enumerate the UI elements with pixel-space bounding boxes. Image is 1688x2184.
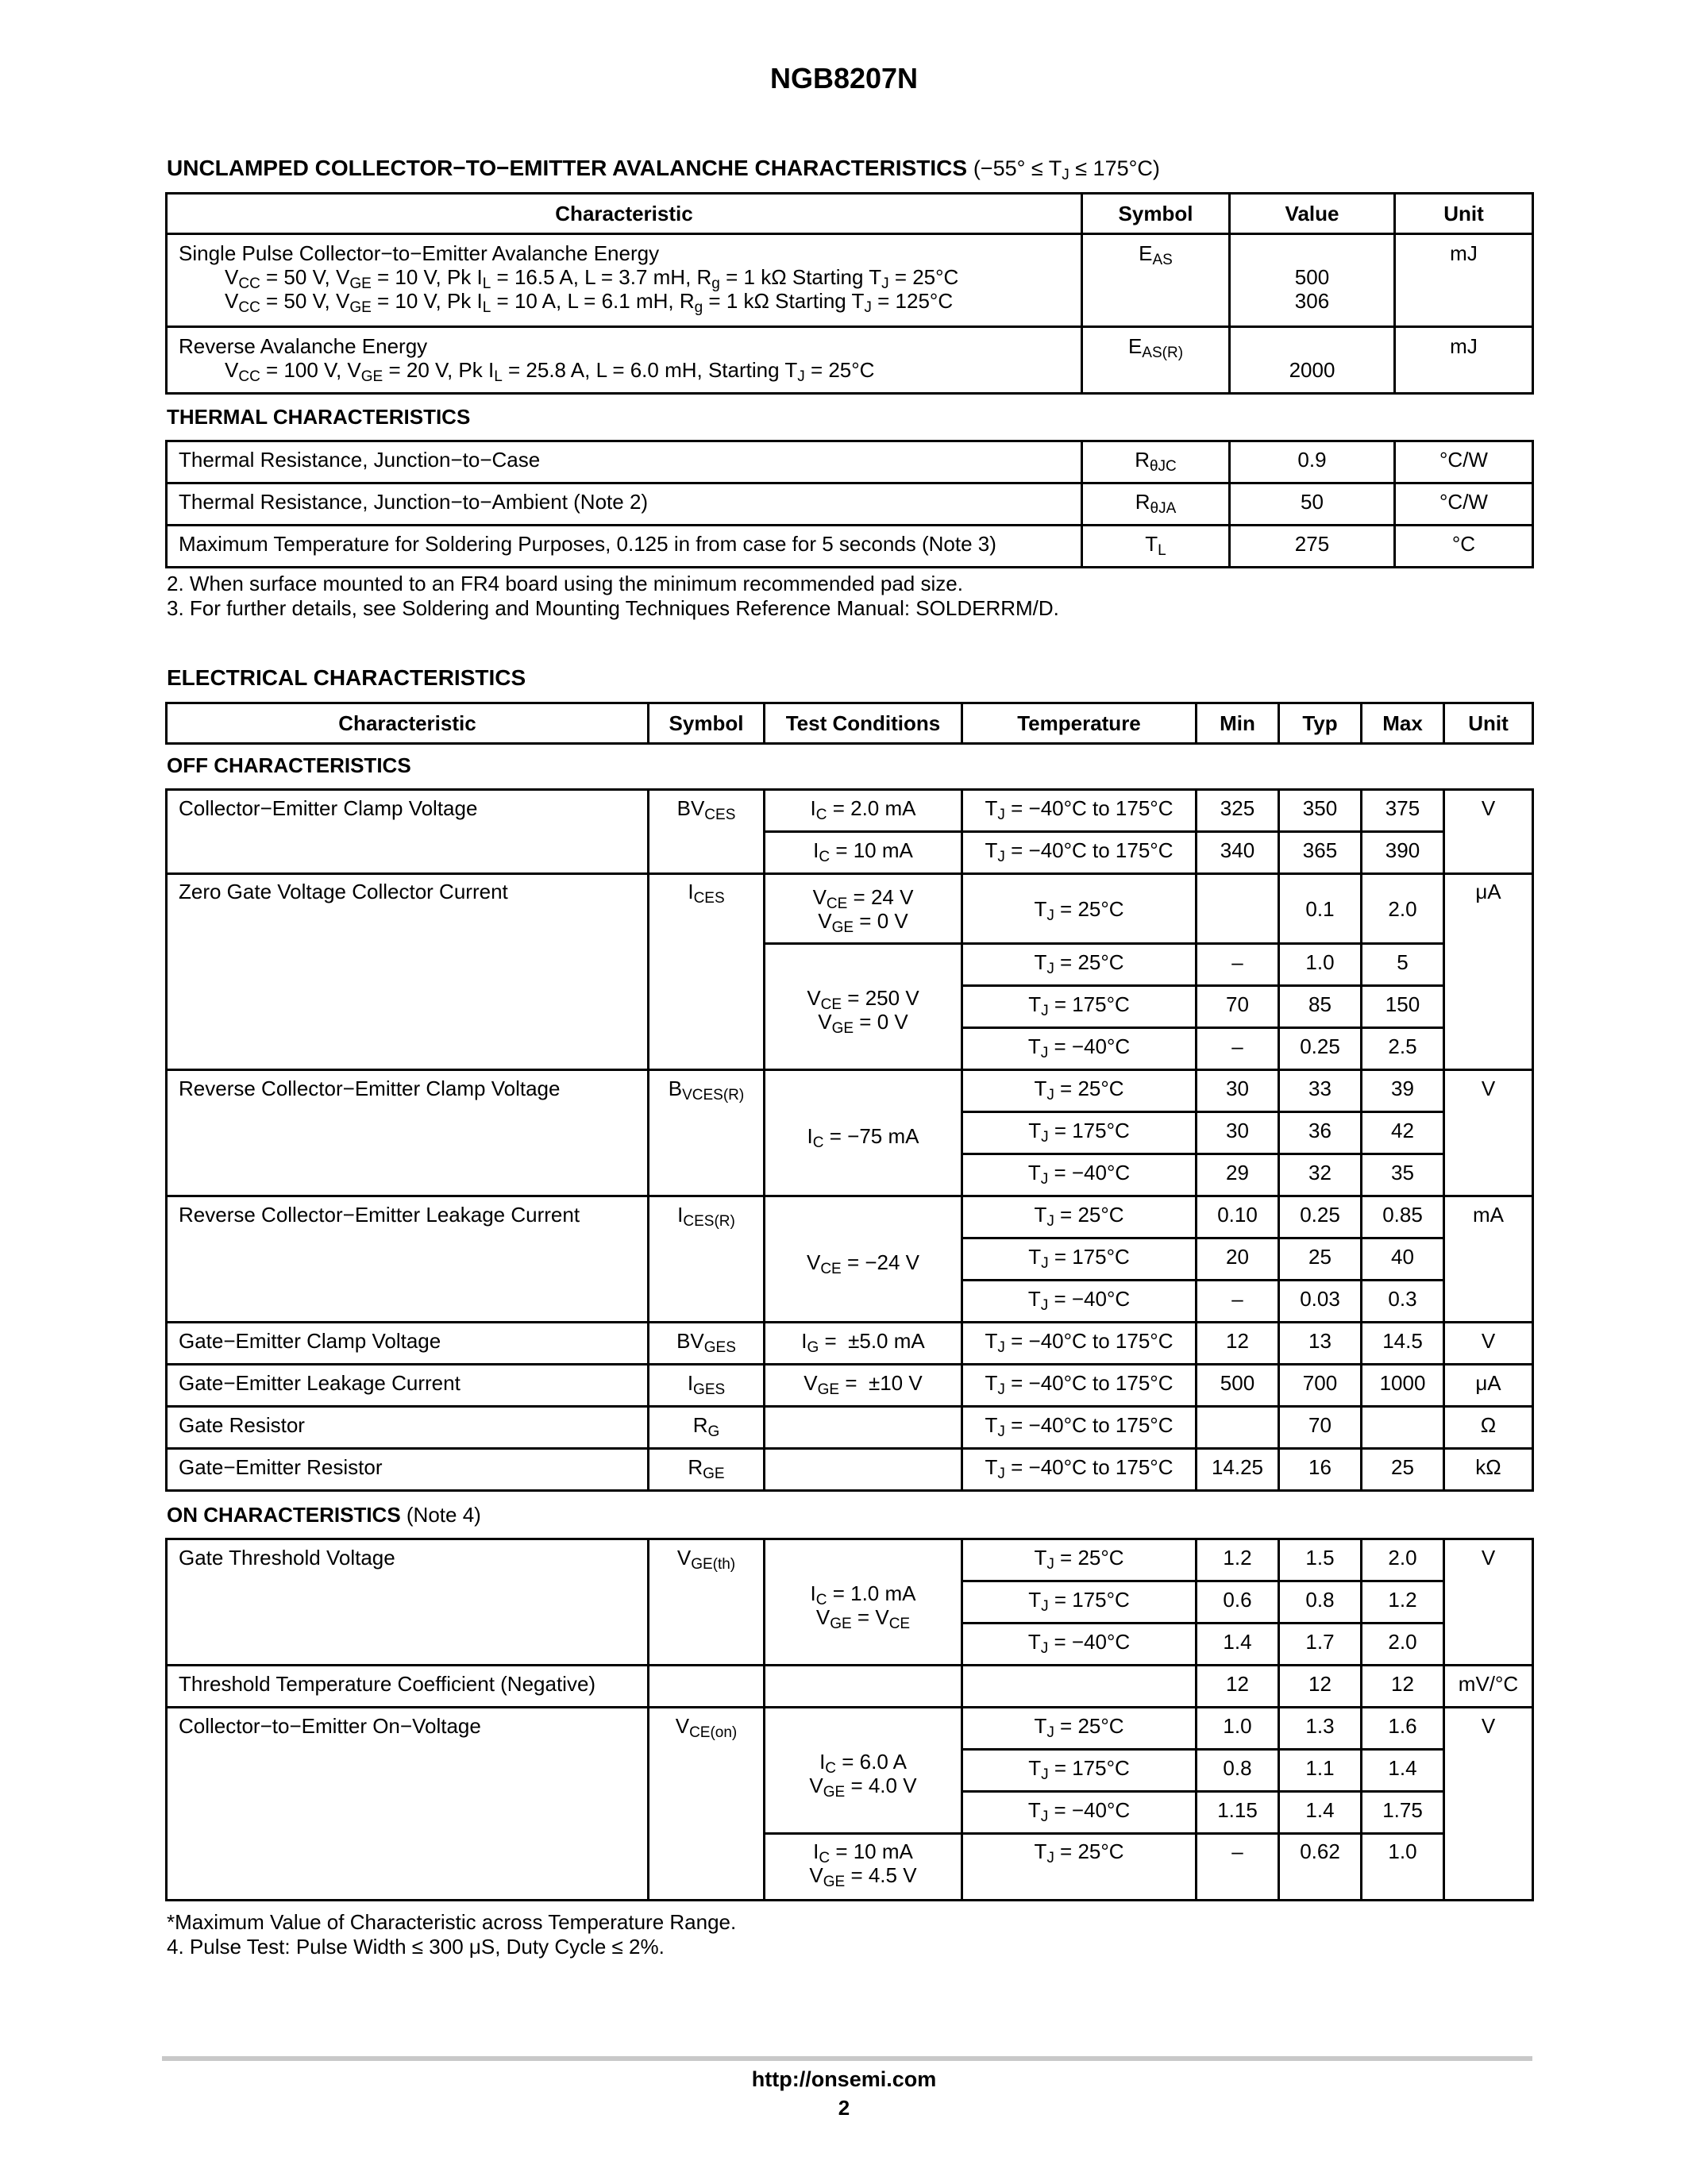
bvces-unit: V [1444, 790, 1533, 874]
table-row [167, 790, 1533, 832]
footer-divider [162, 2056, 1532, 2061]
col-header-typ: Typ [1279, 703, 1362, 744]
thermal-table [165, 440, 1534, 568]
table-row [167, 526, 1533, 568]
icesr-max1: 0.85 [1362, 1196, 1444, 1238]
ices-temp1: $T_J = 25^\circ C$ [962, 874, 1197, 944]
vceon-max2: 1.4 [1362, 1750, 1444, 1792]
col-header-unit: Unit [1395, 194, 1533, 234]
bvces-max1: 375 [1362, 790, 1444, 832]
vgeth-temp3: $T_J = -40^\circ C$ [962, 1624, 1197, 1666]
rge-max: 25 [1362, 1449, 1444, 1491]
ttc-symbol [649, 1666, 765, 1708]
avalanche-row1-value2: 306 [1294, 289, 1330, 313]
col-header-temperature: Temperature [962, 703, 1197, 744]
rg-max [1362, 1407, 1444, 1449]
avalanche-row2-value: 2000 [1230, 327, 1395, 394]
icesr-temp1: $T_J = 25^\circ C$ [962, 1196, 1197, 1238]
ices-temp2: $T_J = 25^\circ C$ [962, 944, 1197, 986]
ttc-typ: 12 [1279, 1666, 1362, 1708]
col-header-characteristic: Characteristic [167, 703, 649, 744]
page-number: 2 [838, 2096, 850, 2120]
bvces-min2: 340 [1197, 832, 1279, 874]
footnote-3: 3. For further details, see Soldering and Mounting Techniques Reference Manual: SOLDERRM/D. [167, 596, 1059, 620]
table-row [167, 327, 1533, 394]
avalanche-row2-cond: $V_{CC} = 100$ V, $V_{GE} = 20$ V, Pk $I_L = 25.8$ A, L = 6.0 mH, Starting $T_J = 25^\circ C$ [225, 358, 875, 385]
avalanche-temp-condition: $(-55^\circ \le T_J \le 175^\circ C)$ [973, 156, 1160, 183]
col-header-max: Max [1362, 703, 1444, 744]
ttc-unit: mV/°C [1444, 1666, 1533, 1708]
bvcesr-temp2: $T_J = 175^\circ C$ [962, 1112, 1197, 1154]
avalanche-row2-unit: mJ [1395, 327, 1533, 394]
bvces-cond2: $I_C = 10$ mA [765, 832, 962, 874]
page-title: NGB8207N [769, 62, 919, 94]
ttc-min: 12 [1197, 1666, 1279, 1708]
avalanche-row1-name: Single Pulse Collector−to−Emitter Avalanche Energy [179, 241, 660, 265]
vgeth-min1: 1.2 [1197, 1539, 1279, 1581]
vgeth-temp1: $T_J = 25^\circ C$ [962, 1539, 1197, 1581]
ttc-cond [765, 1666, 962, 1708]
vceon-min1: 1.0 [1197, 1708, 1279, 1750]
vceon-symbol: $V_{CE(on)}$ [649, 1708, 765, 1901]
ices-typ4: 0.25 [1279, 1028, 1362, 1070]
rg-typ: 70 [1279, 1407, 1362, 1449]
vceon-max4: 1.0 [1362, 1834, 1444, 1901]
vgeth-typ3: 1.7 [1279, 1624, 1362, 1666]
on-characteristics-table [165, 1538, 1534, 1901]
vgeth-temp2: $T_J = 175^\circ C$ [962, 1581, 1197, 1624]
vceon-temp2: $T_J = 175^\circ C$ [962, 1750, 1197, 1792]
bvcesr-typ2: 36 [1279, 1112, 1362, 1154]
thermal-row-name: Maximum Temperature for Soldering Purposes, 0.125 in from case for 5 seconds (Note 3) [167, 526, 1082, 568]
bvcesr-cond: $I_C = -75$ mA [765, 1070, 962, 1196]
vgeth-min3: 1.4 [1197, 1624, 1279, 1666]
rg-unit: Ω [1444, 1407, 1533, 1449]
vgeth-max2: 1.2 [1362, 1581, 1444, 1624]
bvces-max2: 390 [1362, 832, 1444, 874]
bvcesr-temp1: $T_J = 25^\circ C$ [962, 1070, 1197, 1112]
ices-symbol: $I_{CES}$ [649, 874, 765, 1070]
vgeth-min2: 0.6 [1197, 1581, 1279, 1624]
vgeth-symbol: $V_{GE(th)}$ [649, 1539, 765, 1666]
table-row [167, 1407, 1533, 1449]
vceon-unit: V [1444, 1708, 1533, 1901]
bvcesr-max1: 39 [1362, 1070, 1444, 1112]
bvcesr-min3: 29 [1197, 1154, 1279, 1196]
icesr-min3: – [1197, 1281, 1279, 1323]
table-row [167, 441, 1533, 483]
vgeth-max3: 2.0 [1362, 1624, 1444, 1666]
bvges-cond: $I_G = \pm 5.0$ mA [765, 1323, 962, 1365]
bvces-temp2: $T_J = -40^\circ C$ to 175°C [962, 832, 1197, 874]
iges-min: 500 [1197, 1365, 1279, 1407]
rg-cond [765, 1407, 962, 1449]
avalanche-row2-symbol: $E_{AS(R)}$ [1082, 327, 1230, 394]
bvces-temp1: $T_J = -40^\circ C$ to 175°C [962, 790, 1197, 832]
ices-typ2: 1.0 [1279, 944, 1362, 986]
icesr-name: Reverse Collector−Emitter Leakage Current [167, 1196, 649, 1323]
vgeth-max1: 2.0 [1362, 1539, 1444, 1581]
bvcesr-min1: 30 [1197, 1070, 1279, 1112]
icesr-min2: 20 [1197, 1238, 1279, 1281]
avalanche-heading-text: UNCLAMPED COLLECTOR−TO−EMITTER AVALANCHE CHARACTERISTICS [167, 156, 968, 180]
bvges-unit: V [1444, 1323, 1533, 1365]
table-row [167, 874, 1533, 944]
icesr-cond: $V_{CE} = -24$ V [765, 1196, 962, 1323]
on-characteristics-heading: ON CHARACTERISTICS (Note 4) [167, 1503, 481, 1527]
bvces-typ1: 350 [1279, 790, 1362, 832]
rg-temp: $T_J = -40^\circ C$ to 175°C [962, 1407, 1197, 1449]
ices-typ1: 0.1 [1279, 874, 1362, 944]
ices-temp3: $T_J = 175^\circ C$ [962, 986, 1197, 1028]
avalanche-table [165, 192, 1534, 395]
col-header-symbol: Symbol [1082, 194, 1230, 234]
ices-max4: 2.5 [1362, 1028, 1444, 1070]
col-header-symbol: Symbol [649, 703, 765, 744]
iges-cond: $V_{GE} = \pm 10$ V [765, 1365, 962, 1407]
vgeth-unit: V [1444, 1539, 1533, 1666]
vceon-name: Collector−to−Emitter On−Voltage [167, 1708, 649, 1901]
avalanche-row1-unit: mJ [1395, 234, 1533, 327]
vceon-typ2: 1.1 [1279, 1750, 1362, 1792]
rge-typ: 16 [1279, 1449, 1362, 1491]
thermal-row-symbol: $R_{\theta JC}$ [1082, 441, 1230, 483]
bvces-min1: 325 [1197, 790, 1279, 832]
icesr-symbol: $I_{CES(R)}$ [649, 1196, 765, 1323]
vgeth-cond: $I_C = 1.0$ mA $V_{GE} = V_{CE}$ [765, 1539, 962, 1666]
vceon-min3: 1.15 [1197, 1792, 1279, 1834]
vceon-typ4: 0.62 [1279, 1834, 1362, 1901]
vceon-max1: 1.6 [1362, 1708, 1444, 1750]
footer-url[interactable]: http://onsemi.com [751, 2067, 937, 2091]
ices-min4: – [1197, 1028, 1279, 1070]
rge-temp: $T_J = -40^\circ C$ to 175°C [962, 1449, 1197, 1491]
bvces-name: Collector−Emitter Clamp Voltage [167, 790, 649, 874]
footnote-4: 4. Pulse Test: Pulse Width ≤ 300 μS, Duty Cycle ≤ 2%. [167, 1935, 665, 1959]
col-header-test-conditions: Test Conditions [765, 703, 962, 744]
off-characteristics-heading: OFF CHARACTERISTICS [167, 753, 411, 777]
bvges-min: 12 [1197, 1323, 1279, 1365]
vceon-cond1: $I_C = 6.0$ A $V_{GE} = 4.0$ V [765, 1708, 962, 1834]
bvges-name: Gate−Emitter Clamp Voltage [167, 1323, 649, 1365]
ices-typ3: 85 [1279, 986, 1362, 1028]
vceon-min2: 0.8 [1197, 1750, 1279, 1792]
ices-max2: 5 [1362, 944, 1444, 986]
bvcesr-max2: 42 [1362, 1112, 1444, 1154]
icesr-max2: 40 [1362, 1238, 1444, 1281]
icesr-typ2: 25 [1279, 1238, 1362, 1281]
ices-max3: 150 [1362, 986, 1444, 1028]
rge-symbol: $R_{GE}$ [649, 1449, 765, 1491]
footnote-2: 2. When surface mounted to an FR4 board using the minimum recommended pad size. [167, 572, 963, 595]
vceon-max3: 1.75 [1362, 1792, 1444, 1834]
thermal-row-unit: °C/W [1395, 483, 1533, 526]
col-header-value: Value [1230, 194, 1395, 234]
avalanche-row1-value1: 500 [1294, 265, 1330, 289]
bvcesr-temp3: $T_J = -40^\circ C$ [962, 1154, 1197, 1196]
rg-symbol: $R_G$ [649, 1407, 765, 1449]
off-characteristics-table [165, 788, 1534, 1492]
vceon-min4: – [1197, 1834, 1279, 1901]
table-row [167, 483, 1533, 526]
iges-unit: μA [1444, 1365, 1533, 1407]
icesr-typ3: 0.03 [1279, 1281, 1362, 1323]
table-row [167, 1070, 1533, 1112]
table-row [167, 1323, 1533, 1365]
iges-max: 1000 [1362, 1365, 1444, 1407]
avalanche-row1-cond1: $V_{CC} = 50$ V, $V_{GE} = 10$ V, Pk $I_L = 16.5$ A, L = 3.7 mH, $R_g = 1$ kΩ Starting $T_J = 25^\circ C$ [225, 265, 959, 292]
ttc-name: Threshold Temperature Coefficient (Negative) [167, 1666, 649, 1708]
thermal-row-symbol: $R_{\theta JA}$ [1082, 483, 1230, 526]
icesr-unit: mA [1444, 1196, 1533, 1323]
ices-unit: μA [1444, 874, 1533, 1070]
iges-name: Gate−Emitter Leakage Current [167, 1365, 649, 1407]
bvcesr-max3: 35 [1362, 1154, 1444, 1196]
iges-temp: $T_J = -40^\circ C$ to 175°C [962, 1365, 1197, 1407]
rge-name: Gate−Emitter Resistor [167, 1449, 649, 1491]
col-header-characteristic: Characteristic [167, 194, 1082, 234]
bvcesr-typ3: 32 [1279, 1154, 1362, 1196]
iges-typ: 700 [1279, 1365, 1362, 1407]
thermal-heading: THERMAL CHARACTERISTICS [167, 405, 471, 429]
bvges-typ: 13 [1279, 1323, 1362, 1365]
col-header-min: Min [1197, 703, 1279, 744]
icesr-temp3: $T_J = -40^\circ C$ [962, 1281, 1197, 1323]
icesr-max3: 0.3 [1362, 1281, 1444, 1323]
ices-cond2: $V_{CE} = 250$ V $V_{GE} = 0$ V [765, 944, 962, 1070]
ices-name: Zero Gate Voltage Collector Current [167, 874, 649, 1070]
icesr-min1: 0.10 [1197, 1196, 1279, 1238]
bvces-cond1: $I_C = 2.0$ mA [765, 790, 962, 832]
bvges-temp: $T_J = -40^\circ C$ to 175°C [962, 1323, 1197, 1365]
bvges-symbol: $BV_{GES}$ [649, 1323, 765, 1365]
thermal-row-value: 0.9 [1230, 441, 1395, 483]
ices-cond1: $V_{CE} = 24$ V $V_{GE} = 0$ V [765, 874, 962, 944]
thermal-row-unit: °C [1395, 526, 1533, 568]
icesr-temp2: $T_J = 175^\circ C$ [962, 1238, 1197, 1281]
ices-min1 [1197, 874, 1279, 944]
footnote-max-value: *Maximum Value of Characteristic across Temperature Range. [167, 1910, 737, 1934]
vgeth-name: Gate Threshold Voltage [167, 1539, 649, 1666]
rg-min [1197, 1407, 1279, 1449]
avalanche-row1-cond2: $V_{CC} = 50$ V, $V_{GE} = 10$ V, Pk $I_L = 10$ A, L = 6.1 mH, $R_g = 1$ kΩ Starting $T_J = 125^\circ C$ [225, 289, 954, 316]
electrical-table-header [165, 702, 1534, 745]
rg-name: Gate Resistor [167, 1407, 649, 1449]
table-row [167, 1666, 1533, 1708]
ttc-temp [962, 1666, 1197, 1708]
thermal-row-value: 50 [1230, 483, 1395, 526]
bvces-typ2: 365 [1279, 832, 1362, 874]
thermal-row-unit: °C/W [1395, 441, 1533, 483]
table-row [167, 234, 1533, 327]
bvcesr-unit: V [1444, 1070, 1533, 1196]
icesr-typ1: 0.25 [1279, 1196, 1362, 1238]
bvces-symbol: $BV_{CES}$ [649, 790, 765, 874]
vgeth-typ2: 0.8 [1279, 1581, 1362, 1624]
thermal-row-value: 275 [1230, 526, 1395, 568]
bvcesr-min2: 30 [1197, 1112, 1279, 1154]
thermal-row-name: Thermal Resistance, Junction−to−Case [167, 441, 1082, 483]
table-row [167, 1449, 1533, 1491]
bvges-max: 14.5 [1362, 1323, 1444, 1365]
bvcesr-name: Reverse Collector−Emitter Clamp Voltage [167, 1070, 649, 1196]
ttc-max: 12 [1362, 1666, 1444, 1708]
avalanche-row1-symbol: $E_{AS}$ [1082, 234, 1230, 327]
ices-min2: – [1197, 944, 1279, 986]
thermal-notes [167, 572, 1059, 621]
vceon-typ1: 1.3 [1279, 1708, 1362, 1750]
table-row [167, 1365, 1533, 1407]
table-row [167, 1708, 1533, 1750]
ices-min3: 70 [1197, 986, 1279, 1028]
rge-unit: kΩ [1444, 1449, 1533, 1491]
thermal-row-name: Thermal Resistance, Junction−to−Ambient (Note 2) [167, 483, 1082, 526]
table-row [167, 1539, 1533, 1581]
vceon-temp4: $T_J = 25^\circ C$ [962, 1834, 1197, 1901]
ices-max1: 2.0 [1362, 874, 1444, 944]
vgeth-typ1: 1.5 [1279, 1539, 1362, 1581]
iges-symbol: $I_{GES}$ [649, 1365, 765, 1407]
rge-min: 14.25 [1197, 1449, 1279, 1491]
vceon-typ3: 1.4 [1279, 1792, 1362, 1834]
avalanche-row2-name: Reverse Avalanche Energy [179, 334, 428, 358]
ices-temp4: $T_J = -40^\circ C$ [962, 1028, 1197, 1070]
thermal-row-symbol: $T_L$ [1082, 526, 1230, 568]
vceon-temp3: $T_J = -40^\circ C$ [962, 1792, 1197, 1834]
vceon-cond2: $I_C = 10$ mA $V_{GE} = 4.5$ V [765, 1834, 962, 1901]
electrical-notes [167, 1910, 736, 1959]
rge-cond [765, 1449, 962, 1491]
bvcesr-symbol: $B_{VCES(R)}$ [649, 1070, 765, 1196]
electrical-heading: ELECTRICAL CHARACTERISTICS [167, 665, 526, 690]
table-row [167, 1196, 1533, 1238]
vceon-temp1: $T_J = 25^\circ C$ [962, 1708, 1197, 1750]
avalanche-heading [167, 156, 1160, 181]
col-header-unit: Unit [1444, 703, 1533, 744]
bvcesr-typ1: 33 [1279, 1070, 1362, 1112]
